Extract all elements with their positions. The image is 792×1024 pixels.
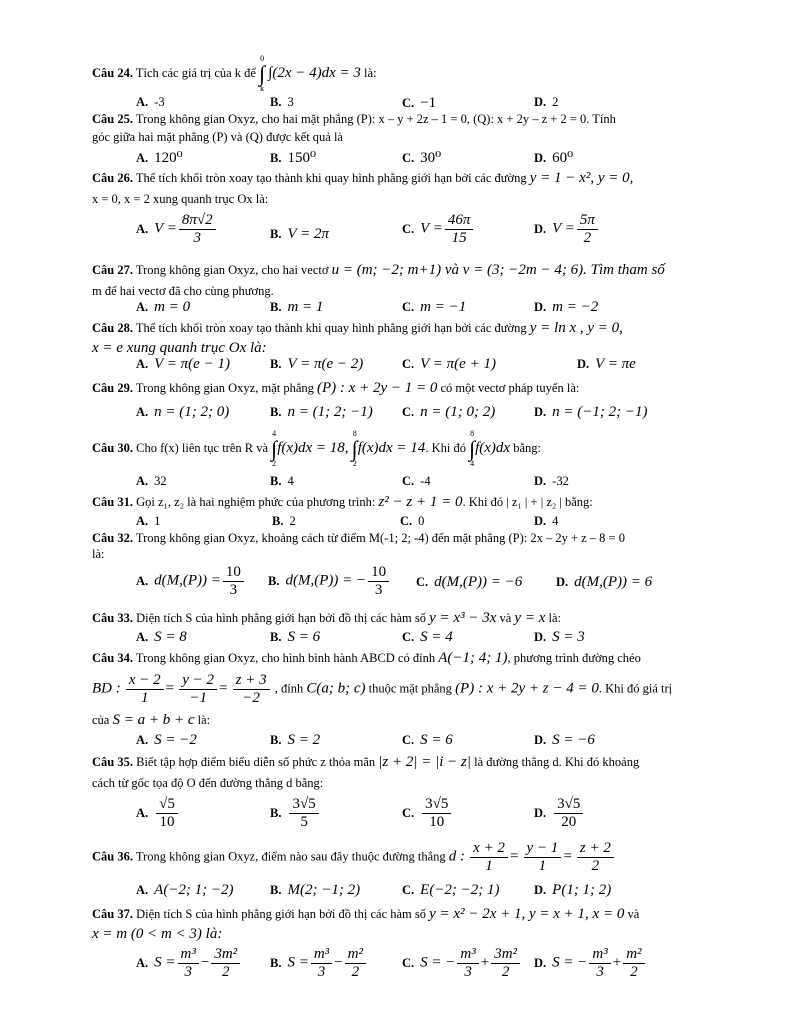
option-a[interactable]: A. n = (1; 2; 0) xyxy=(136,404,230,420)
option-d[interactable]: D. 2 xyxy=(534,95,559,109)
option-c[interactable]: C. -4 xyxy=(402,474,431,488)
option-c[interactable]: C. 0 xyxy=(400,514,425,528)
question-27: Câu 27. Trong không gian Oxyz, cho hai vectơ u = (m; −2; m+1) và v = (3; −2m − 4; 6). Tìm tham số xyxy=(92,262,665,278)
question-25: Câu 25. Trong không gian Oxyz, cho hai mặt phẳng (P): x – y + 2z – 1 = 0, (Q): x + 2y – z + 2 = 0. Tính xyxy=(92,112,616,126)
option-c[interactable]: C. d(M,(P)) = −6 xyxy=(416,574,523,590)
question-tail: là: xyxy=(364,65,377,80)
option-a[interactable]: A. A(−2; 1; −2) xyxy=(136,882,234,898)
option-c[interactable]: C. m = −1 xyxy=(402,299,467,315)
question-29: Câu 29. Trong không gian Oxyz, mặt phẳng (P) : x + 2y − 1 = 0 có một vectơ pháp tuyến là: xyxy=(92,380,580,396)
option-d[interactable]: D. 60⁰ xyxy=(534,150,574,166)
question-24 xyxy=(92,55,377,93)
option-c[interactable]: C. S = − $\frac{\text{m³}}{3}$ + $\frac{\text{3m²}}{2}$ xyxy=(402,946,522,982)
question-32-line2: là: xyxy=(92,547,105,561)
option-c[interactable]: C. S = 6 xyxy=(402,732,453,748)
option-d[interactable]: D. $\frac{3√5}{20}$ xyxy=(534,796,585,832)
option-a[interactable]: A. V = $\frac{8\pi√2}{3}$ xyxy=(136,212,218,248)
option-c[interactable]: C. V = π(e + 1) xyxy=(402,356,496,372)
integral-expression: ∫(2x − 4)dx = 3 xyxy=(268,64,361,81)
option-a[interactable]: A. 1 xyxy=(136,514,161,528)
option-b[interactable]: B. m = 1 xyxy=(270,299,324,315)
option-b[interactable]: B. 150⁰ xyxy=(270,150,316,166)
question-34-line3: của S = a + b + c là: xyxy=(92,712,211,728)
option-d[interactable]: D. n = (−1; 2; −1) xyxy=(534,404,648,420)
option-c[interactable]: C. V = $\frac{46\pi}{15}$ xyxy=(402,212,475,248)
question-30: Câu 30. Cho f(x) liên tục trên R và 4 ∫ 2f(x)dx = 18, 8 ∫ 2f(x)dx = 14. Khi đó 8 ∫ 4f(x)dx bằng: xyxy=(92,429,541,468)
option-a[interactable]: A. S = −2 xyxy=(136,732,197,748)
option-d[interactable]: D. 4 xyxy=(534,514,559,528)
question-stem: Tích các giá trị của k để xyxy=(135,65,256,80)
question-35-line2: cách từ gốc tọa độ O đến đường thẳng d bằng: xyxy=(92,776,324,790)
option-b[interactable]: B. M(2; −1; 2) xyxy=(270,882,361,898)
option-c[interactable]: C. −1 xyxy=(402,95,437,111)
option-d[interactable]: D. P(1; 1; 2) xyxy=(534,882,612,898)
option-b[interactable]: B. n = (1; 2; −1) xyxy=(270,404,373,420)
option-d[interactable]: D. S = − $\frac{\text{m³}}{3}$ + $\frac{\text{m²}}{2}$ xyxy=(534,946,647,982)
question-31: Câu 31. Gọi z₁, z₂ là hai nghiệm phức của phương trình: z² − z + 1 = 0. Khi đó | z₁ | + | z₂ | bằng: xyxy=(92,494,593,510)
option-b[interactable]: B. 4 xyxy=(270,474,294,488)
question-35: Câu 35. Biết tập hợp điểm biểu diễn số phức z thỏa mãn |z + 2| = |i − z| là đường thẳng d. Khi đó khoảng xyxy=(92,754,640,770)
option-b[interactable]: B. d(M,(P)) = − $\frac{10}{3}$ xyxy=(268,564,391,600)
option-c[interactable]: C. n = (1; 0; 2) xyxy=(402,404,496,420)
question-34-line2: BD : $\frac{x - 2}{1}$ = $\frac{y - 2}{-1}$ = $\frac{z + 3}{-2}$ , đỉnh C(a; b; c) thuộc mặt phẳng (P) : x + 2y + z − 4 = 0. Khi đó giá trị xyxy=(92,672,673,707)
question-number: Câu 24. xyxy=(92,65,133,80)
option-a[interactable]: A. 32 xyxy=(136,474,167,488)
option-d[interactable]: D. m = −2 xyxy=(534,299,599,315)
question-28-line2: x = e xung quanh trục Ox là: xyxy=(92,340,267,356)
question-37-line2: x = m (0 < m < 3) là: xyxy=(92,926,223,942)
option-d[interactable]: D. S = −6 xyxy=(534,732,595,748)
option-a[interactable]: A. -3 xyxy=(136,95,165,109)
option-c[interactable]: C. $\frac{3√5}{10}$ xyxy=(402,796,453,832)
question-32: Câu 32. Trong không gian Oxyz, khoảng cách từ điểm M(-1; 2; -4) đến mặt phẳng (P): 2x – 2y + z – 8 = 0 xyxy=(92,531,625,545)
option-c[interactable]: C. 30⁰ xyxy=(402,150,442,166)
question-33: Câu 33. Diện tích S của hình phẳng giới hạn bởi đồ thị các hàm số y = x³ − 3x và y = x là: xyxy=(92,610,561,626)
question-28: Câu 28. Thể tích khối tròn xoay tạo thành khi quay hình phẳng giới hạn bởi các đường y = ln x , y = 0, xyxy=(92,320,623,336)
option-d[interactable]: D. V = $\frac{5\pi}{2}$ xyxy=(534,212,600,248)
question-26-line2: x = 0, x = 2 xung quanh trục Ox là: xyxy=(92,192,269,206)
option-c[interactable]: C. S = 4 xyxy=(402,629,453,645)
question-25-line2: góc giữa hai mặt phẳng (P) và (Q) được kết quả là xyxy=(92,130,343,144)
option-a[interactable]: A. m = 0 xyxy=(136,299,191,315)
question-37: Câu 37. Diện tích S của hình phẳng giới hạn bởi đồ thị các hàm số y = x² − 2x + 1, y = x + 1, x = 0 và xyxy=(92,906,640,922)
option-d[interactable]: D. -32 xyxy=(534,474,569,488)
option-a[interactable]: A. d(M,(P)) = $\frac{10}{3}$ xyxy=(136,564,246,600)
question-26: Câu 26. Thể tích khối tròn xoay tạo thành khi quay hình phẳng giới hạn bởi các đường y = 1 − x², y = 0, xyxy=(92,170,634,186)
question-34: Câu 34. Trong không gian Oxyz, cho hình bình hành ABCD có đỉnh A(−1; 4; 1), phương trình đường chéo xyxy=(92,650,641,666)
option-d[interactable]: D. d(M,(P)) = 6 xyxy=(556,574,653,590)
option-b[interactable]: B. S = 6 xyxy=(270,629,321,645)
option-d[interactable]: D. S = 3 xyxy=(534,629,585,645)
option-b[interactable]: B. V = π(e − 2) xyxy=(270,356,364,372)
option-a[interactable]: A. S = $\frac{\text{m³}}{3}$ − $\frac{\text{3m²}}{2}$ xyxy=(136,946,242,982)
option-a[interactable]: A. 120⁰ xyxy=(136,150,183,166)
question-27-line2: m để hai vectơ đã cho cùng phương. xyxy=(92,284,274,298)
option-a[interactable]: A. S = 8 xyxy=(136,629,187,645)
option-b[interactable]: B. 2 xyxy=(272,514,296,528)
option-b[interactable]: B. $\frac{3√5}{5}$ xyxy=(270,796,321,832)
option-c[interactable]: C. E(−2; −2; 1) xyxy=(402,882,500,898)
option-a[interactable]: A. V = π(e − 1) xyxy=(136,356,230,372)
integral-limits: 0 ∫ k xyxy=(259,54,266,93)
option-b[interactable]: B. V = 2π xyxy=(270,226,329,242)
option-b[interactable]: B. S = $\frac{\text{m³}}{3}$ − $\frac{\text{m²}}{2}$ xyxy=(270,946,368,982)
question-36: Câu 36. Trong không gian Oxyz, điểm nào sau đây thuộc đường thẳng d : $\frac{x + 2}{1}$ = $\frac{y - 1}{1}$ = $\frac{z + 2}{2}$ xyxy=(92,840,616,876)
option-b[interactable]: B. 3 xyxy=(270,95,294,109)
option-d[interactable]: D. V = πe xyxy=(577,356,636,372)
option-b[interactable]: B. S = 2 xyxy=(270,732,321,748)
option-a[interactable]: A. $\frac{√5}{10}$ xyxy=(136,796,180,832)
